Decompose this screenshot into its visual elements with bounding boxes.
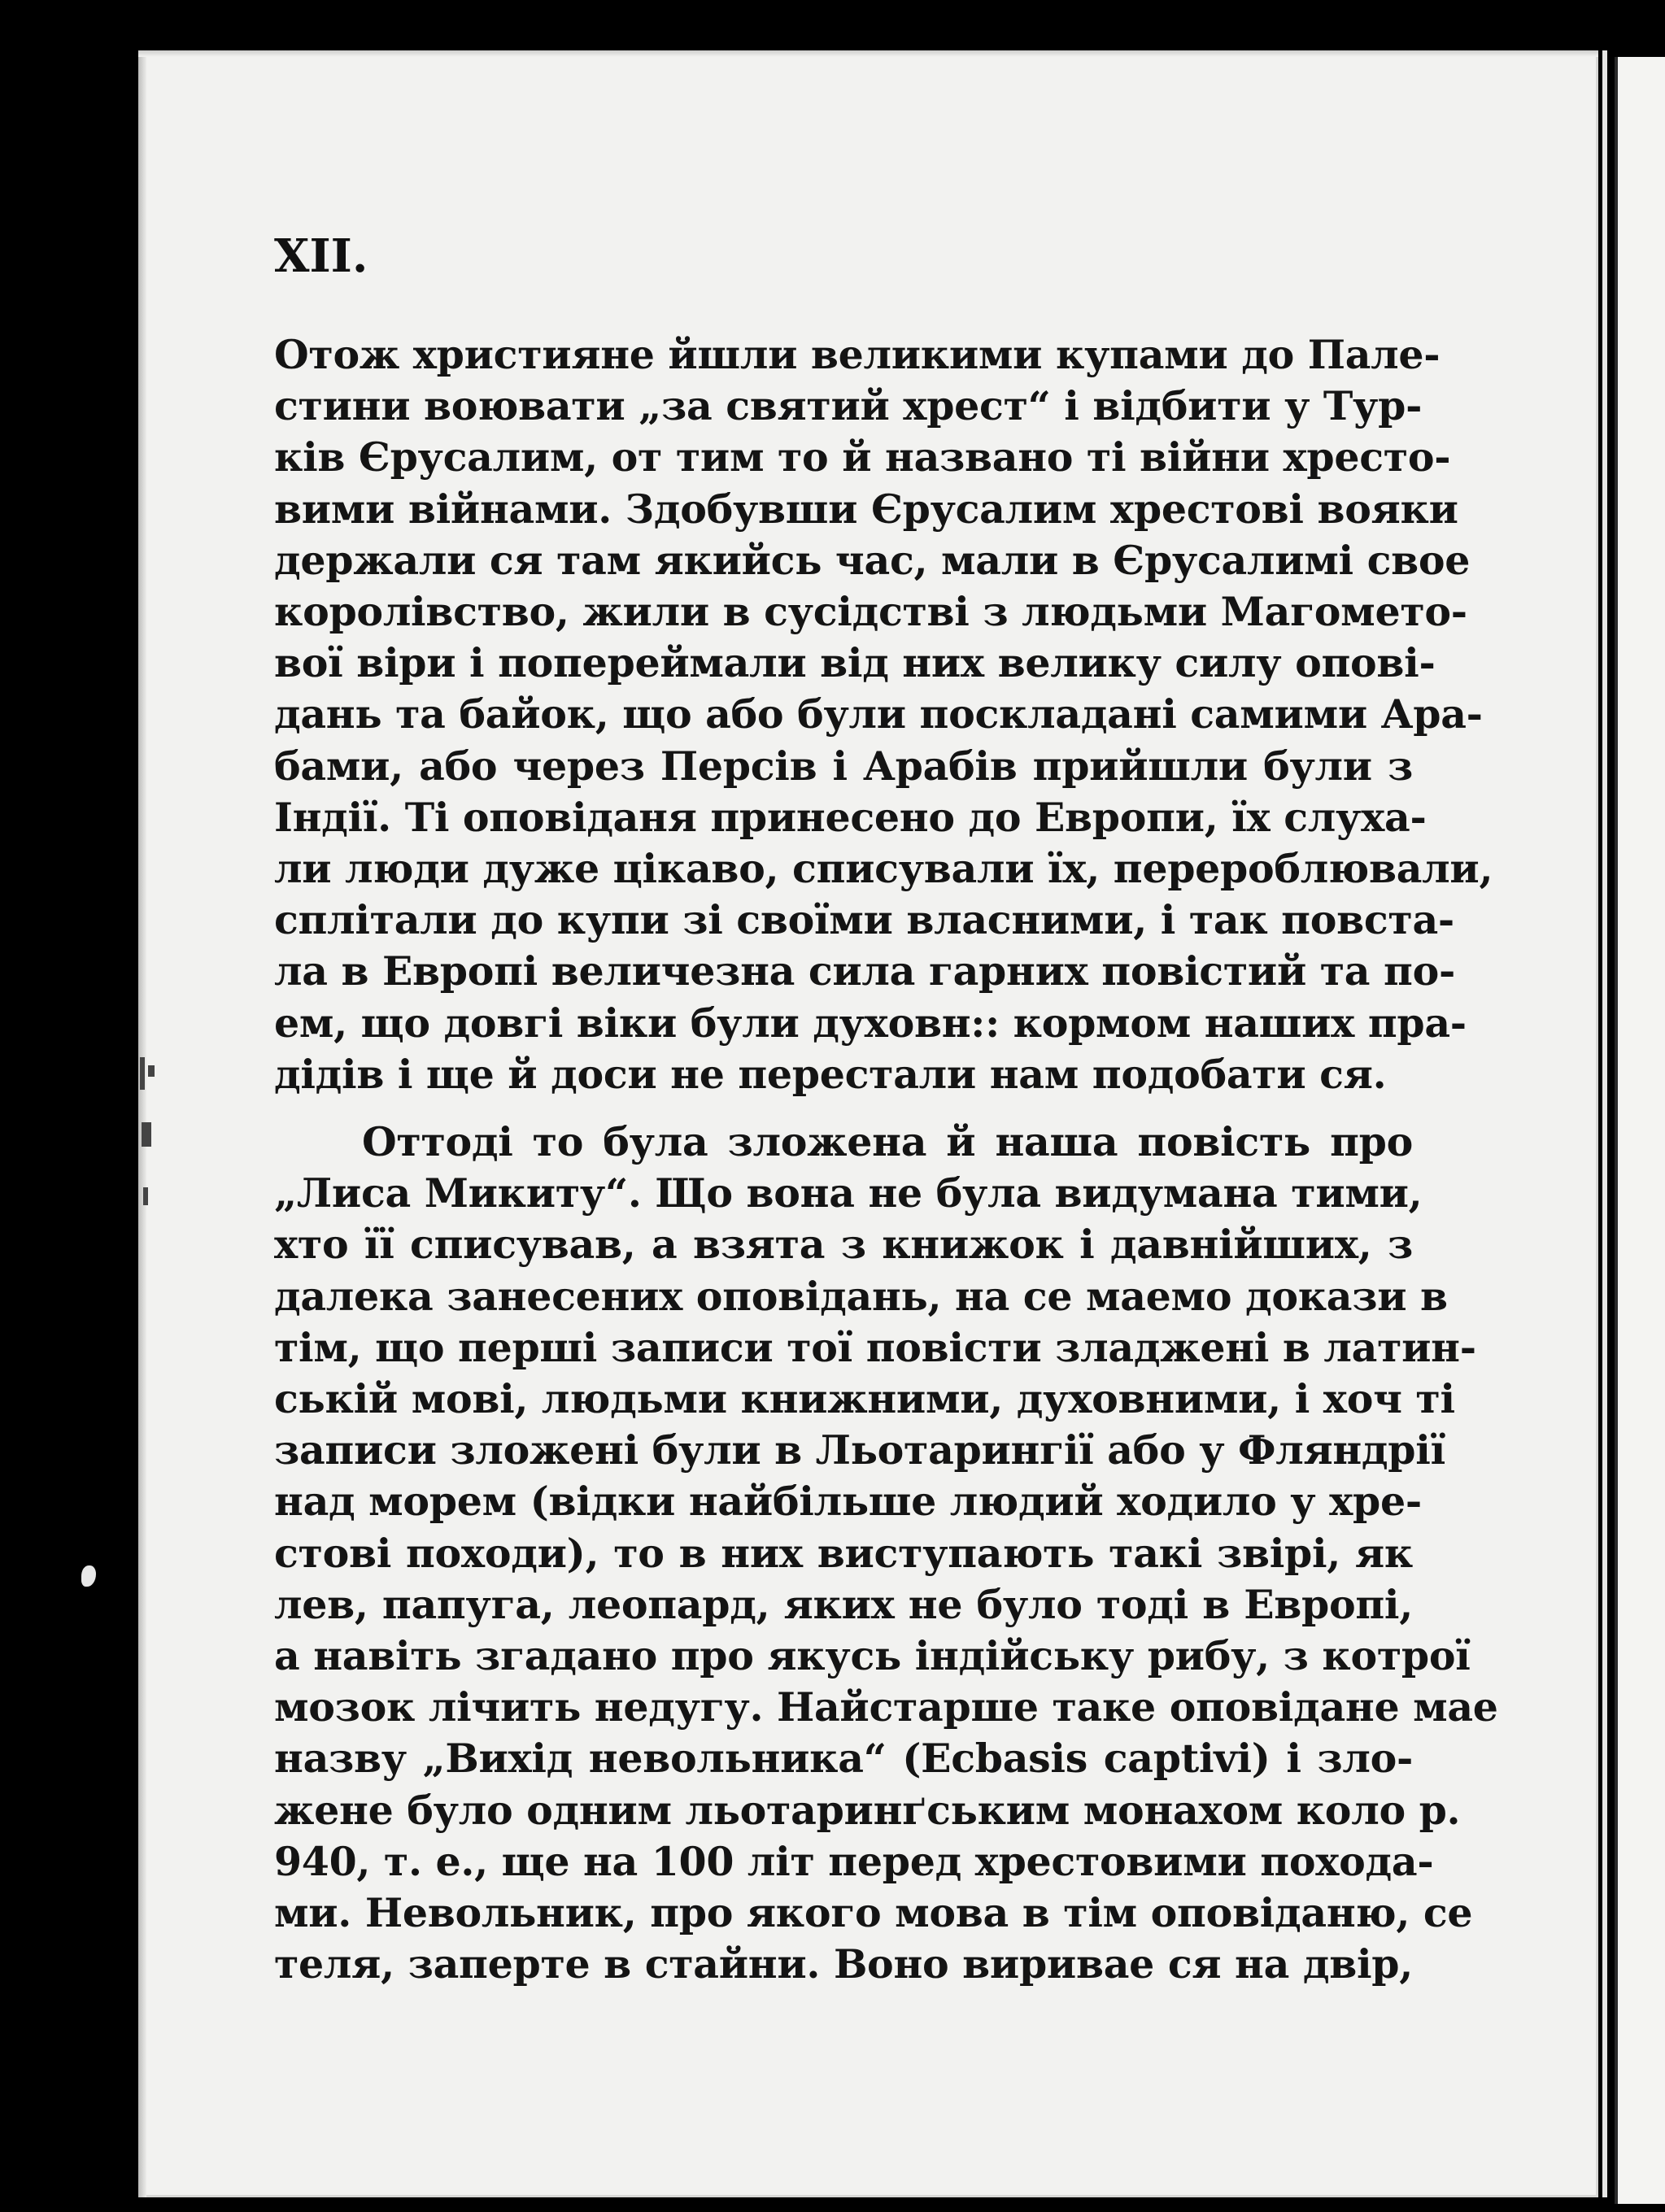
text-line: Оттоді то була зложена й наша повість про	[362, 1118, 1413, 1165]
text-line: держали ся там якийсь час, мали в Єрусалимі свое	[274, 537, 1471, 584]
text-line: ли люди дуже цікаво, списували їх, перероблювали,	[274, 845, 1493, 892]
text-line: 940, т. е., ще на 100 літ перед хрестовими похода-	[274, 1838, 1434, 1885]
text-line: хто її списував, а взята з книжок і давнійших, з	[274, 1221, 1413, 1268]
text-line: Отож християне йшли великими купами до Пале-	[274, 331, 1441, 378]
text-line: дань та байок, що або були поскладані самими Ара-	[274, 690, 1483, 738]
text-line: дідів і ще й доси не перестали нам подобати ся.	[274, 1051, 1387, 1098]
text-line: назву „Вихід невольника“ (Ecbasis captivi) і зло-	[274, 1735, 1413, 1782]
text-line: над морем (відки найбільше людий ходило у хре-	[274, 1478, 1422, 1525]
page-top-shadow	[138, 50, 1598, 57]
adjacent-page-edge	[1615, 57, 1665, 2204]
text-line: королівство, жили в сусідстві з людьми Магомето-	[274, 588, 1467, 635]
text-line: записи зложені були в Льотарингії або у Фляндрії	[274, 1426, 1445, 1474]
chapter-heading: XII.	[274, 229, 368, 283]
text-line: сплітали до купи зі своїми власними, і так повста-	[274, 896, 1454, 943]
text-line: далека занесених оповідань, на се маемо докази в	[274, 1273, 1448, 1320]
text-line: Індії. Ті оповіданя принесено до Европи, їх слуха-	[274, 794, 1427, 841]
text-line: ків Єрусалим, от тим то й названо ті війни хресто-	[274, 433, 1451, 481]
text-line: вої віри і попереймали від них велику силу опові-	[274, 639, 1436, 686]
text-line: жене було одним льотаринґським монахом коло р.	[274, 1787, 1461, 1834]
text-line: лев, папуга, леопард, яких не було тоді в Европі,	[274, 1581, 1413, 1628]
text-line: ській мові, людьми книжними, духовними, і хоч ті	[274, 1375, 1455, 1422]
text-line: мозок лічить недугу. Найстарше таке оповідане мае	[274, 1683, 1498, 1731]
text-line: тім, що перші записи тої повісти зладжені в латин-	[274, 1324, 1476, 1371]
page-gutter	[1602, 50, 1607, 2197]
text-line: стові походи), то в них виступають такі звірі, як	[274, 1530, 1413, 1577]
text-line: а навіть згадано про якусь індійську рибу, з котрої	[274, 1632, 1471, 1679]
margin-specks	[137, 1049, 159, 1236]
text-line: стини воювати „за святий хрест“ і відбити у Тур-	[274, 382, 1423, 429]
text-line: ем, що довгі віки були духовн:: кормом наших пра-	[274, 999, 1467, 1047]
text-line: бами, або через Персів і Арабів прийшли були з	[274, 742, 1413, 790]
text-line: теля, заперте в стайни. Воно виривае ся на двір,	[274, 1940, 1413, 1988]
text-line: „Лиса Микиту“. Що вона не була видумана тими,	[274, 1169, 1423, 1217]
scan-speck	[81, 1565, 96, 1587]
text-line: ла в Европі величезна сила гарних повістий та по-	[274, 947, 1455, 995]
text-line: ми. Невольник, про якого мова в тім оповіданю, се	[274, 1889, 1473, 1936]
text-line: вими війнами. Здобувши Єрусалим хрестові вояки	[274, 486, 1458, 533]
